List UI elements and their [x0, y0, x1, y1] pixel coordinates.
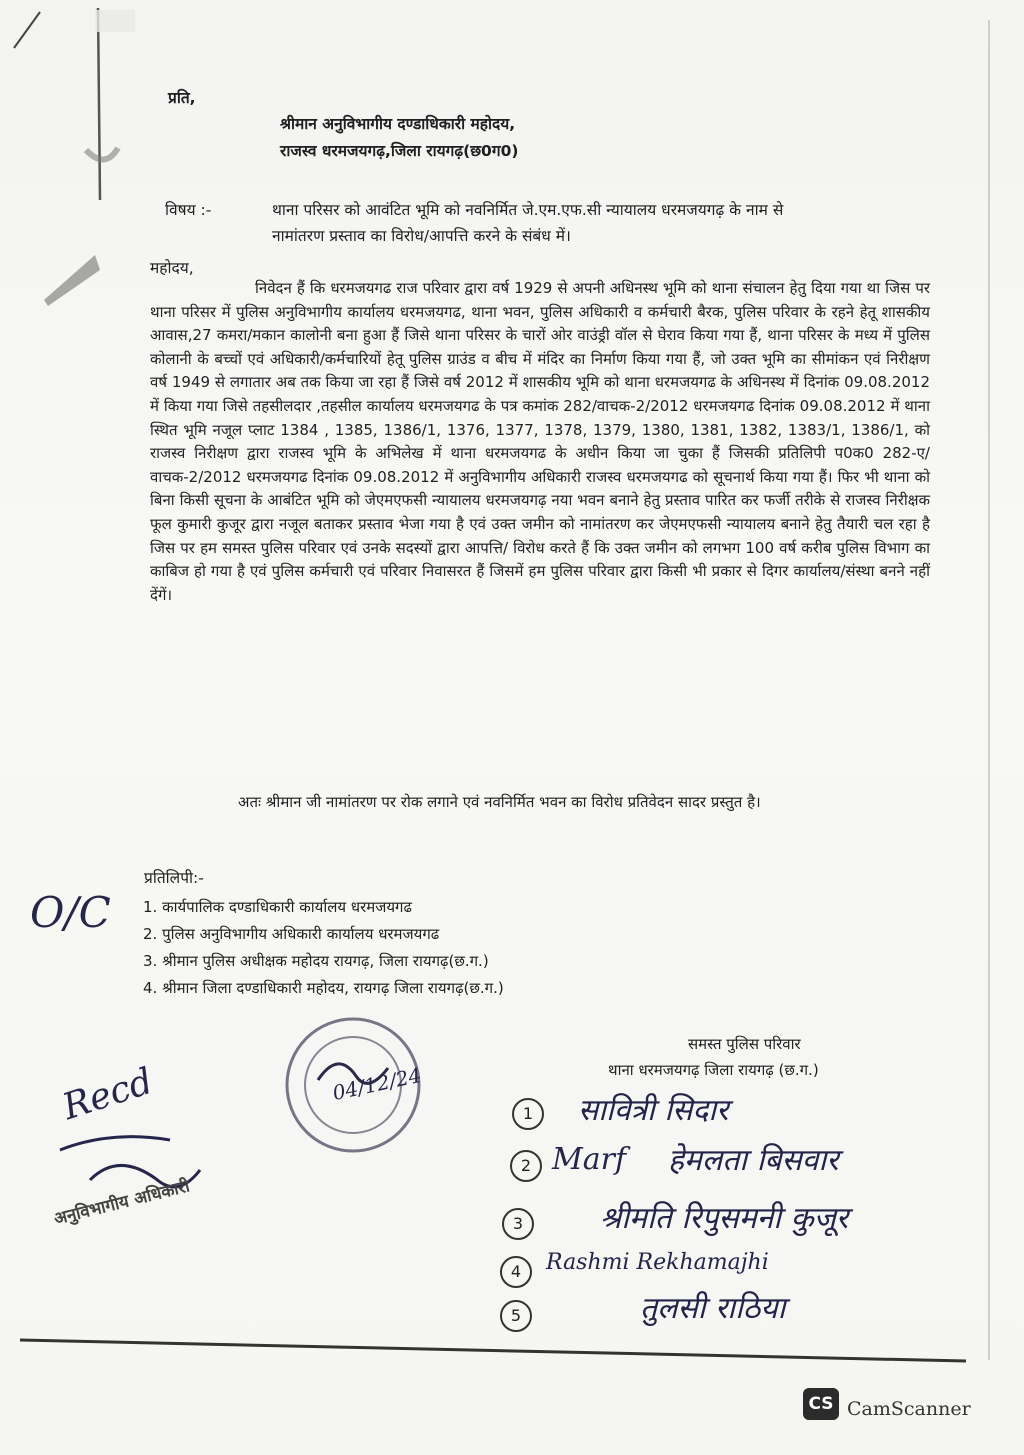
addressee-line2: राजस्व धरमजयगढ़,जिला रायगढ़(छ0ग0): [280, 142, 519, 160]
subject-line2: नामांतरण प्रस्ताव का विरोध/आपत्ति करने के संबंध में।: [272, 227, 571, 245]
to-label: प्रति,: [168, 89, 196, 107]
scan-edge-line: [988, 20, 990, 1360]
stamp-date: 04/12/24: [330, 1062, 424, 1106]
addressee-line1: श्रीमान अनुविभागीय दण्डाधिकारी महोदय,: [280, 115, 516, 133]
signature-number: 5: [500, 1300, 532, 1332]
cc-item: 1. कार्यपालिक दण्डाधिकारी कार्यालय धरमजयगढ: [143, 898, 412, 916]
cc-item: 4. श्रीमान जिला दण्डाधिकारी महोदय, रायगढ़ जिला रायगढ़(छ.ग.): [143, 979, 504, 997]
sender-line1: समस्त पुलिस परिवार: [688, 1035, 801, 1053]
signature-number: 2: [510, 1150, 542, 1182]
signature-1: सावित्री सिदार: [578, 1093, 729, 1128]
cc-item: 3. श्रीमान पुलिस अधीक्षक महोदय रायगढ़, जिला रायगढ़(छ.ग.): [143, 952, 489, 970]
bottom-rule: [0, 1325, 1024, 1370]
salutation: महोदय,: [150, 259, 194, 277]
signature-2-scribble: Marf: [552, 1142, 627, 1177]
cc-list: [143, 895, 504, 1003]
signature-5: तुलसी राठिया: [640, 1291, 786, 1326]
cc-label: प्रतिलिपी:-: [144, 869, 204, 887]
signature-2: हेमलता बिसवार: [668, 1143, 839, 1178]
signature-number: 4: [500, 1256, 532, 1288]
cc-item: 2. पुलिस अनुविभागीय अधिकारी कार्यालय धरमजयगढ: [143, 925, 440, 943]
signature-4: Rashmi Rekhamajhi: [546, 1250, 769, 1275]
sender-line2: थाना धरमजयगढ़ जिला रायगढ़ (छ.ग.): [608, 1061, 819, 1079]
received-note: Recd: [57, 1060, 158, 1129]
scan-edge-artifact: [0, 0, 140, 320]
signature-number: 3: [502, 1208, 534, 1240]
subject-label: विषय :-: [165, 201, 212, 219]
closing-line: अतः श्रीमान जी नामांतरण पर रोक लगाने एवं नवनिर्मित भवन का विरोध प्रतिवेदन सादर प्रस्तुत है।: [238, 793, 761, 811]
camscanner-logo-icon: CS: [803, 1388, 839, 1420]
body-text: निवेदन हैं कि धरमजयगढ राज परिवार द्वारा वर्ष 1929 से अपनी अधिनस्थ भूमि को थाना संचालन हेतु दिया गया था जिस पर थाना परिसर में पुलिस अनुविभागीय कार्यालय धरमजयगढ, थाना भवन, पुलिस अधिकारी व कर्मचारी बैरक, पुलिस परिवार के रहने हेतू शासकीय आवास,27 कमरा/मकान कालोनी बना हुआ हैं जिसे थाना परिसर के चारों ओर वाउंड्री वॉल से घेराव किया गया हैं, थाना परिसर के मध्य में पुलिस कोलानी के बच्चों एवं अधिकारी/कर्मचारियों हेतू पुलिस ग्राउंड व बीच में मंदिर का निर्माण किया गया हैं, जो उक्त भूमि का सीमांकन एवं निरीक्षण वर्ष 1949 से लगातार अब तक किया जा रहा हैं जिसे वर्ष 2012 में शासकीय भूमि को थाना धरमजयगढ के अधिनस्थ में दिनांक 09.08.2012 में किया गया जिसे तहसीलदार ,तहसील कार्यालय धरमजयगढ के पत्र कमांक 282/वाचक-2/2012 धरमजयगढ दिनांक 09.08.2012 में थाना स्थित भूमि नजूल प्लाट 1384 , 1385, 1386/1, 1376, 1377, 1378, 1379, 1380, 1381, 1382, 1383/1, 1386/1, को राजस्व निरीक्षण द्वारा राजस्व भूमि के अभिलेख में थाना धरमजयगढ के अधीन किया जा चुका हैं जिसकी प्रतिलिपी प0क0 282-ए/वाचक-2/2012 धरमजयगढ दिनांक 09.08.2012 में अनुविभागीय अधिकारी राजस्व धरमजयगढ को सूचनार्थ किया गया हैं। फिर भी थाना को बिना किसी सूचना के आबंटित भूमि को जेएमएफसी न्यायालय धरमजयगढ़ नया भवन बनाने हेतु प्रस्ताव पारित कर फर्जी तरीके से राजस्व निरीक्षक फूल कुमारी कुजूर द्वारा नजूल बताकर प्रस्ताव भेजा गया है एवं उक्त जमीन को नामांतरण कर जेएमएफसी न्यायालय बनाने हेतु तैयारी चल रहा है जिस पर हम समस्त पुलिस परिवार एवं उनके सदस्यों द्वारा आपत्ति/ विरोध करते हैं कि उक्त जमीन को लगभग 100 वर्ष करीब पुलिस विभाग का काबिज हो गया है एवं पुलिस कर्मचारी एवं परिवार निवासरत हैं जिसमें हम पुलिस परिवार द्वारा किसी भी प्रकार से दिगर कार्यालय/संस्था बनने नहीं देंगें।: [150, 279, 930, 604]
camscanner-label: CamScanner: [847, 1398, 971, 1420]
officer-stamp-text: अनुविभागीय अधिकारी: [52, 1176, 192, 1230]
subject-line1: थाना परिसर को आवंटित भूमि को नवनिर्मित जे.एम.एफ.सी न्यायालय धरमजयगढ़ के नाम से: [272, 201, 784, 219]
signature-3: श्रीमति रिपुसमनी कुजूर: [600, 1201, 849, 1236]
oc-handwritten-mark: O/C: [30, 888, 111, 937]
body-paragraph: [150, 277, 930, 607]
signature-number: 1: [512, 1098, 544, 1130]
